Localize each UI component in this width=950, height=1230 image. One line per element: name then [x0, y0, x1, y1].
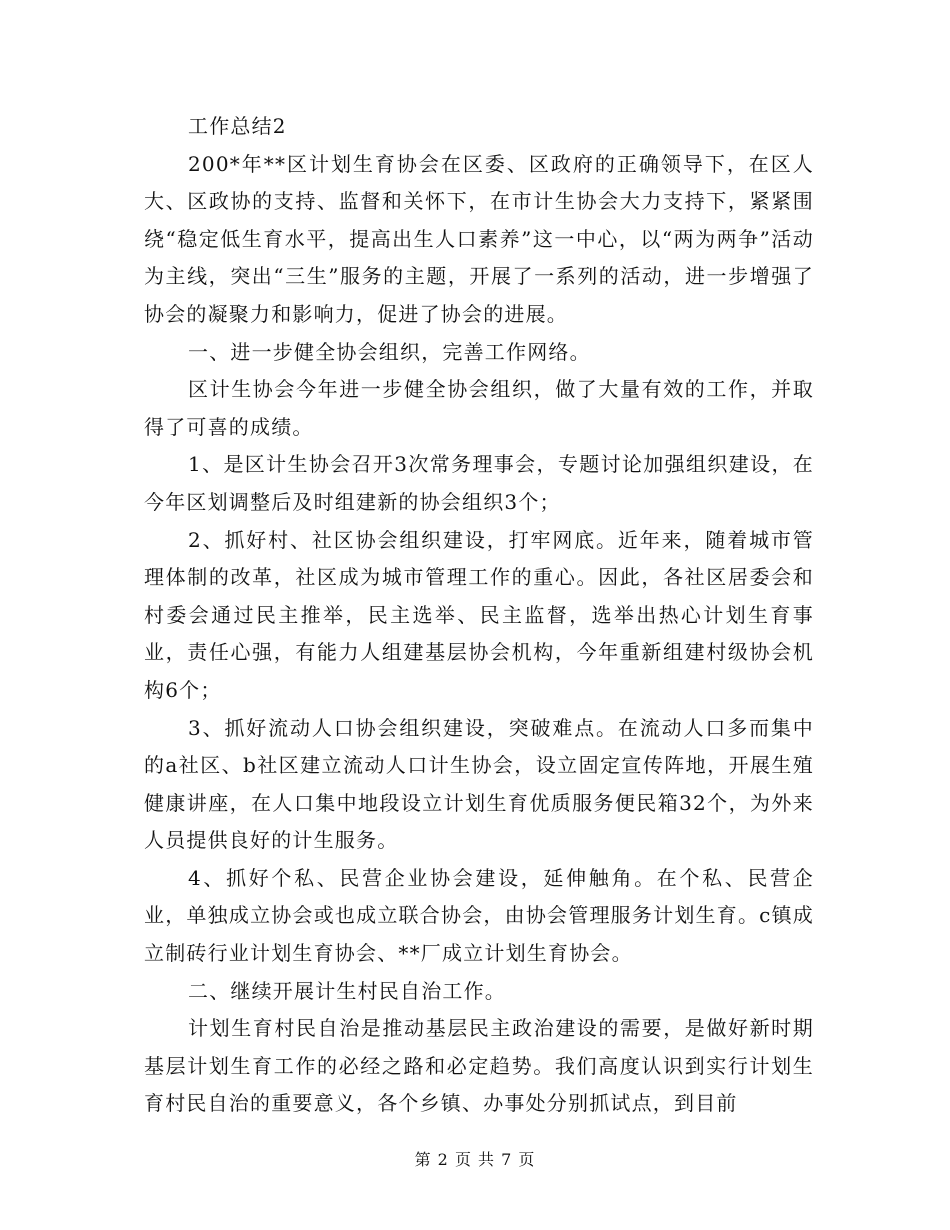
section-1-paragraph: 区计生协会今年进一步健全协会组织，做了大量有效的工作，并取得了可喜的成绩。 [144, 377, 814, 439]
page-footer [0, 1147, 950, 1170]
section-heading-2: 二、继续开展计生村民自治工作。 [188, 978, 506, 1003]
page-number-label: 第 2 页 共 7 页 [414, 1150, 536, 1169]
intro-paragraph: 200*年**区计划生育协会在区委、区政府的正确领导下，在区人大、区政协的支持、监督和关怀下，在市计生协会大力支持下，紧紧围绕“稳定低生育水平，提高出生人口素养”这一中心，以“两为两争”活动为主线，突出“三生”服务的主题，开展了一系列的活动，进一步增强了协会的凝聚力和影响力，促进了协会的进展。 [144, 151, 814, 326]
section-heading-1: 一、进一步健全协会组织，完善工作网络。 [188, 339, 591, 364]
list-item-3: 3、抓好流动人口协会组织建设，突破难点。在流动人口多而集中的a社区、b社区建立流动人口计生协会，设立固定宣传阵地，开展生殖健康讲座，在人口集中地段设立计划生育优质服务便民箱32个，为外来人员提供良好的计生服务。 [144, 715, 814, 853]
list-item-1: 1、是区计生协会召开3次常务理事会，专题讨论加强组织建设，在今年区划调整后及时组建新的协会组织3个； [144, 452, 814, 514]
list-item-4: 4、抓好个私、民营企业协会建设，延伸触角。在个私、民营企业，单独成立协会或也成立联合协会，由协会管理服务计划生育。c镇成立制砖行业计划生育协会、**厂成立计划生育协会。 [144, 865, 814, 966]
document-body [144, 108, 814, 1123]
list-item-2: 2、抓好村、社区协会组织建设，打牢网底。近年来，随着城市管理体制的改革，社区成为城市管理工作的重心。因此，各社区居委会和村委会通过民主推举，民主选举、民主监督，选举出热心计划生育事业，责任心强，有能力人组建基层协会机构，今年重新组建村级协会机构6个； [144, 527, 814, 702]
document-title: 工作总结2 [188, 114, 287, 138]
section-2-paragraph: 计划生育村民自治是推动基层民主政治建设的需要，是做好新时期基层计划生育工作的必经之路和必定趋势。我们高度认识到实行计划生育村民自治的重要意义，各个乡镇、办事处分别抓试点，到目前 [144, 1016, 814, 1116]
